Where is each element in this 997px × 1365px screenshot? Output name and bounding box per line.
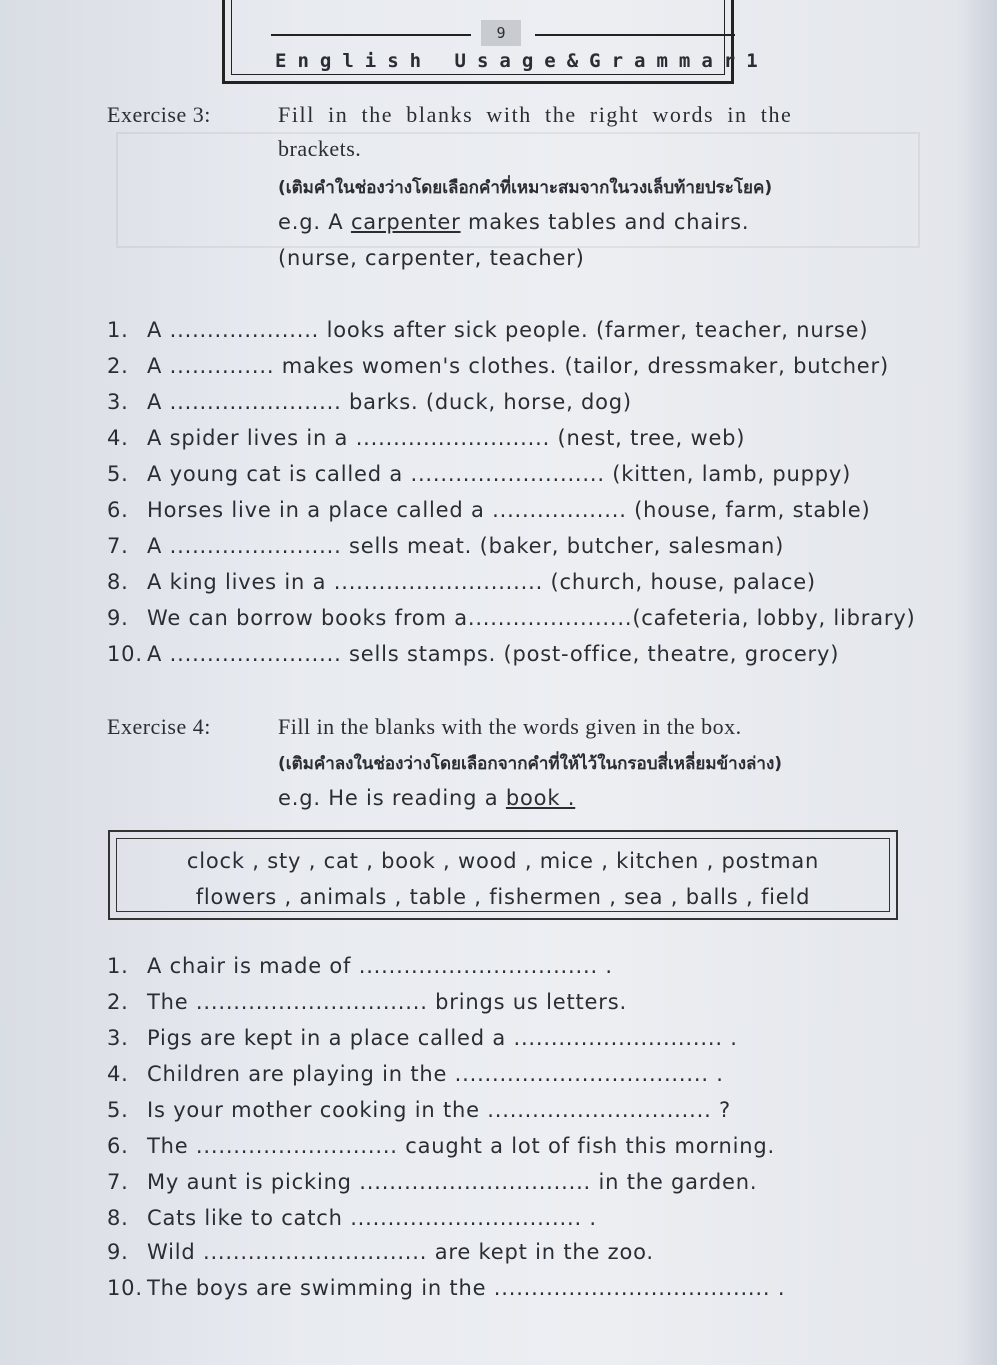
exercise3-item: 4. A spider lives in a .......................... (nest, tree, web) bbox=[107, 426, 746, 450]
header-rule-right bbox=[535, 34, 735, 36]
page-number: 9 bbox=[481, 20, 521, 46]
exercise3-thai-instruction: (เติมคำในช่องว่างโดยเลือกคำที่เหมาะสมจากในวงเล็บท้ายประโยค) bbox=[278, 178, 773, 198]
exercise3-item: 6. Horses live in a place called a .................. (house, farm, stable) bbox=[107, 498, 871, 522]
example-answer: carpenter bbox=[350, 210, 461, 234]
exercise4-instruction: Fill in the blanks with the words given in the box. bbox=[278, 714, 742, 739]
exercise3-item: 9. We can borrow books from a......................(cafeteria, lobby, library) bbox=[107, 606, 916, 630]
example-answer: book . bbox=[505, 786, 576, 810]
exercise4-label: Exercise 4: bbox=[107, 714, 211, 739]
exercise4-item: 9. Wild .............................. are kept in the zoo. bbox=[107, 1240, 654, 1264]
exercise4-item: 6. The ........................... caught a lot of fish this morning. bbox=[107, 1134, 775, 1158]
exercise3-item: 7. A ....................... sells meat. (baker, butcher, salesman) bbox=[107, 534, 785, 558]
example-prefix: e.g. He is reading a bbox=[278, 786, 499, 810]
word-box-row: flowers , animals , table , fishermen , sea , balls , field bbox=[195, 885, 811, 909]
example-prefix: e.g. A bbox=[278, 210, 344, 234]
exercise4-item: 10. The boys are swimming in the ..................................... . bbox=[107, 1276, 786, 1300]
exercise4-item: 8. Cats like to catch ............................... . bbox=[107, 1206, 597, 1230]
exercise4-thai-instruction: (เติมคำลงในช่องว่างโดยเลือกจากคำที่ให้ไว้ในกรอบสี่เหลี่ยมข้างล่าง) bbox=[278, 754, 783, 774]
exercise3-label: Exercise 3: bbox=[107, 102, 211, 127]
exercise3-instruction-line2: brackets. bbox=[278, 136, 362, 161]
exercise4-item: 2. The ............................... brings us letters. bbox=[107, 990, 627, 1014]
exercise3-item: 10. A ....................... sells stamps. (post-office, theatre, grocery) bbox=[107, 642, 840, 666]
exercise3-example bbox=[278, 210, 749, 234]
exercise4-item: 4. Children are playing in the .................................. . bbox=[107, 1062, 724, 1086]
exercise3-item: 3. A ....................... barks. (duck, horse, dog) bbox=[107, 390, 632, 414]
word-box bbox=[108, 830, 898, 920]
header-rule-left bbox=[271, 34, 471, 36]
exercise3-item: 5. A young cat is called a .......................... (kitten, lamb, puppy) bbox=[107, 462, 852, 486]
exercise4-example bbox=[278, 786, 575, 810]
exercise4-item: 1. A chair is made of ................................ . bbox=[107, 954, 613, 978]
book-title: English Usage&Grammar1 bbox=[275, 50, 769, 72]
exercise3-item: 2. A .............. makes women's clothes. (tailor, dressmaker, butcher) bbox=[107, 354, 889, 378]
word-box-inner-frame bbox=[116, 838, 890, 912]
page-edge-shadow bbox=[957, 0, 997, 1365]
exercise4-item: 7. My aunt is picking ............................... in the garden. bbox=[107, 1170, 758, 1194]
page-header bbox=[222, 0, 769, 84]
exercise3-example-options: (nurse, carpenter, teacher) bbox=[278, 246, 585, 270]
exercise3-item: 1. A .................... looks after sick people. (farmer, teacher, nurse) bbox=[107, 318, 869, 342]
word-box-row: clock , sty , cat , book , wood , mice , kitchen , postman bbox=[186, 849, 820, 873]
exercise3-instruction-line1: Fill in the blanks with the right words in the bbox=[278, 102, 793, 127]
exercise3-item: 8. A king lives in a ............................ (church, house, palace) bbox=[107, 570, 816, 594]
exercise4-item: 5. Is your mother cooking in the .............................. ? bbox=[107, 1098, 731, 1122]
example-suffix: makes tables and chairs. bbox=[468, 210, 750, 234]
exercise4-item: 3. Pigs are kept in a place called a ............................ . bbox=[107, 1026, 738, 1050]
